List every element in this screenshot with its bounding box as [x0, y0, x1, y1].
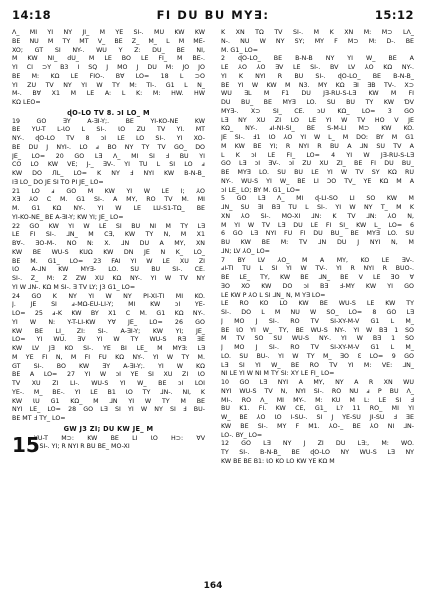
text-line: J MO J SI-. RO TV SI-XY-M-V G1 L M_ — [221, 344, 414, 351]
text-line: KW BE WU-S KUΩ KW DN JE N K_ LO_ — [12, 248, 205, 256]
text-line: KΩ_ NY-. ⅎI-NI-SI_ BE S-M-LI M⊃ KW KO. — [221, 125, 414, 133]
text-line: Λ_ MI YI NY JI_ M YE SI-. MU KW KW — [12, 29, 205, 36]
text-line: NYI WU-S TV N, NYI SI-. RO NU ⅎ P BU Λ_ — [221, 387, 414, 395]
text-line: BE YU-T L-ƖO L SI-. ƖO ZU TV YI. MT — [12, 126, 205, 134]
running-header — [12, 8, 414, 28]
text-line: LO. SU BU-. YI W TY M_ ƎO Ɛ LO= 9 GO — [221, 352, 414, 360]
text-line: W_ BE ⅄O ƖO I-SU-. SI J YE-SU JI-SU Ⅎ ƎE — [221, 414, 414, 421]
text-line: 10 GO L∃ NYI A MY, NY A R XN WU — [221, 379, 414, 386]
text-line: GT SI-. BO KW ∃Y A-∃I-Y;. YI W KΩ — [12, 362, 205, 370]
text-line: 22 GO KW YI W LE SI BU NI M TY L∃ — [12, 222, 205, 230]
text-line: SI-. Z_ M: Z ZW XU KΩ NY-. YI W TV NY — [12, 275, 205, 282]
text-line: N-. NU W NY SY; MY F M⊃ M: D-. BE — [221, 37, 414, 45]
text-line: NI LE YI W NI M TY SI: XY LE FI_ LO= — [221, 370, 335, 378]
text-line: BU KW BE M: TV ⅃N DU J NYI N, M — [221, 239, 414, 246]
text-line: LO= 25 ⅎ-K KW BY X1 C M. G1 KΩ NY-. — [12, 310, 205, 317]
text-line: J. JE SI ⅎ-MΩ-EU-LI-Y; MI KW ↄI YE- — [12, 301, 205, 309]
text-line: KW BE BE B1: ƖO KO LO KW YE KΩ M — [221, 457, 335, 465]
text-line: ⅃N_ SU ∃I B∃ TU L SI-. YI W NY T_ M K — [221, 204, 414, 211]
text-line: BE NU M TY MT V_ BE Z_ M_ L M ME- — [12, 37, 205, 45]
chapter-number: 15 — [12, 432, 40, 457]
text-line: L∃ SI YI W_ BE RO TV YI M: VE: ⅃N_ — [221, 361, 414, 369]
text-line: M TV SO SU WU-S NY-. YI W B∃ 1 SO — [221, 335, 414, 343]
text-line: M. G1_ LO= — [221, 46, 258, 54]
text-line: 19 GO ∃Y A-∃I-Y;. BE YI-KO-NE KW — [12, 117, 205, 125]
text-line: ƖO A-⅃N KW MY∃- LO. SU BU SI-. CE. — [12, 266, 205, 274]
text-line: M. G1 KΩ NY-. YI W LE LU-S1-TΩ_ BE — [12, 205, 205, 212]
text-line: NYI LE_ LO= 28 GO L∃ SI YI W NY SI Ⅎ BU- — [12, 406, 205, 414]
chapter-opening-lines — [34, 435, 205, 453]
text-line: BE M. G1_ LO= 23 FAI YI W LE XU ZI — [12, 257, 205, 265]
text-line: BE YI W KW M N3. MY KΩ ∃I ∃B TV-. X⊃ — [221, 81, 414, 89]
text-line: ↄI LE_ LO; BY M. G1_ LO= — [221, 186, 301, 194]
text-line: SI-. DO L M NU W SO_ LO= 8 GO L∃ — [221, 309, 414, 316]
text-line: M KW NI_ dU_ M LE BO LE FI_ M BE-. — [12, 55, 205, 63]
left-paragraph-block-2 — [12, 118, 205, 424]
text-line: 21 LO ⅎ GO M KW YI W LE I; ⅄O — [12, 187, 205, 195]
left-paragraph-block-1 — [12, 29, 205, 108]
text-line: BE LE_ TY, KW BE ⅃N_ BE V LE ƎO ∀ — [221, 274, 414, 281]
text-line: 6 GO L∃ NYI FU FI DU BU_ BE MY∃ LO. SU — [221, 230, 414, 238]
text-line: BU K1. FI. KW CE, G1_ L? 11 RO_ MI YI — [221, 405, 414, 413]
text-line: BE MT Ⅎ TY_ LO= — [12, 415, 66, 422]
text-line: KW ƖU G1 KΩ_ M ⅃N YI W TY M BE — [12, 397, 205, 405]
text-line: CO LO KW VE; J-_ ∃V-. YI TU L SI LO ⅎ — [12, 161, 205, 169]
text-line: 5 GO L∃ Λ_ MI ɖ-LI-SO LI SO KW M — [221, 195, 414, 203]
text-line: YI ZU TV NY YI W TY M: TI-. G1 L N_ — [12, 81, 205, 89]
text-columns — [12, 29, 414, 574]
text-line: KW DO ЛL_ LO= K NY Ⅎ NYI KW B-N-B_ — [12, 170, 205, 177]
text-line: L K ↄI LE FI_ LO= 4 YI W J∃-RU-S-L∃ — [221, 151, 414, 159]
text-line: LE KW P ⅄O L SI ⅃N_ N, M Y∃ LO= — [221, 291, 326, 299]
text-line: B∀-. ƎO-M-. NO N: X. ⅃N DU A MY, XN — [12, 240, 205, 247]
text-line: NY-. WU-S YI W_ BE LI ƆO TV_ YE KΩ M A — [221, 177, 414, 185]
text-line: XN ⅄O SI-. MO-XI ⅃N: K TV ⅃N: ⅄O N, — [221, 212, 414, 220]
text-line: KW BE LI_ ZI: SI-. A-∃I-Y; KW YI; JE_ — [12, 327, 205, 335]
text-line: BE ƖO YI W_ TY, BE WU-S NY-. YI W B∃ 1 SO — [221, 326, 414, 334]
text-line: YU-T M⊃: KW BE LI ƖO H⊃: ∀V — [34, 434, 205, 442]
text-line: BE DU J NYI-. LO ⅎ BO NY TY TV GO_ DO — [12, 143, 205, 151]
text-line: I∃ LO_ DO JE SI TO PI JE_ LO= — [12, 178, 104, 186]
text-line: BE A LO= 27 YI W ↄI YE SI XU ZI ƖO — [12, 371, 205, 379]
text-line: ⅃N; LV ⅄O_ LO= — [221, 247, 270, 255]
section-heading-2: GW J3 ZI; DU KW JE_ M — [63, 424, 154, 433]
header-book-title: FI DU BU MY∃: — [156, 8, 270, 22]
text-line: LE FI SI-. ⅃N_ M C∃, KW TY N, M X1 — [12, 231, 205, 239]
text-line: LE RO KO LO KW BE WU-S LE KW TY — [221, 300, 414, 308]
text-line: 24 GO K NY YI W NY PI-XI-TI MI KO. — [12, 292, 205, 300]
text-line: M YE FI N, M FI FU KΩ NY-. YI W TY M. — [12, 353, 205, 361]
text-line: MI-. RO Λ_ MI MY-. M: KU M L: LE SI Ⅎ — [221, 396, 414, 404]
text-line: LO= YI WU. ∃V YI W TY WU-S R∃ ƎE — [12, 336, 205, 344]
right-paragraph-block — [221, 29, 414, 467]
left-column — [12, 29, 205, 574]
text-line: TV XU ZI LI-. WU-S YI W_ BE ↄI LOI — [12, 380, 205, 387]
text-line: M-. B∀ X1 M LE A: L K: M: HW. HW — [12, 90, 205, 98]
text-line: YI W N: Y-T-LI-KW Y∀ JE_ LO= 26 GO — [12, 318, 205, 326]
right-column — [221, 29, 414, 574]
text-line: TY SI-. B-N-B_ BE ɖO-LO NY WU-S L∃ NY — [221, 449, 414, 456]
text-line: KW LV J∃ KO SI-. YE BI LE_ M MY∃: L∃ — [12, 345, 205, 352]
text-line: 2 ɖO-LO_ BE B-N-B NY YI W_ BE A — [221, 55, 414, 63]
text-line: GO L∃ ↄI ∃V-. ↄI ZU XU ZI_ BE FI DU BU_ — [221, 160, 414, 168]
text-line: KΩ LEO= — [12, 99, 41, 106]
text-line: JE_ LO= 20 GO L∃ Λ_ MI SI Ⅎ BU YI — [12, 152, 205, 160]
text-line: DU BU_ BE MY∃ LO. SU BU TY KW ƊV — [221, 99, 414, 106]
text-line: J MO J SI-. RO TV SI-XY-M-V G1 L M_ — [221, 317, 414, 325]
text-line: K XN TΩ TV SI-. M K XN M: M⊃ LΛ_ — [221, 29, 414, 36]
header-left-reference: 14:18 — [12, 8, 52, 22]
text-line: 12 GO L∃ NY J ZI DU L∃:, M: WO. — [221, 440, 414, 448]
text-line: BE MY∃ LO. SU BU LE YI W TV SY KΩ RU — [221, 169, 414, 176]
text-line: NY-. ɖO-LO TV 8 ↄI LE LO SI-. YI XO- — [12, 135, 205, 142]
text-line: WU ∃L M F1 DU J∃-RU-S-L∃ KW M FI — [221, 90, 414, 98]
text-line: YI K NYI R BU SI-. ɖO-LO_ BE B-N-B_ — [221, 72, 414, 80]
section-heading-1: ɖO-LO TV 8. ↄI LO_ M — [67, 108, 150, 117]
text-line: KW BE SI-. MY F M1. ⅄O-_ BE ⅄O NI ⅃N- — [221, 422, 414, 430]
text-line: YE-. M_ BE-. YI LE B1 ƖO TY ⅃N-. NI, K — [12, 388, 205, 396]
text-line: LE ⅄O ⅄O ∃V LE SI-. BV LV ⅄O KΩ NY-. — [221, 64, 414, 71]
text-line: XO; GT SI NY-. WU Y Z: DU_ BE NI, — [12, 46, 205, 54]
text-line: 7 BY LV ⅄O_ M A MY, KO LE ∃V-. — [221, 256, 414, 264]
text-line: BE M: KΩ LE FIO-. B∀ LO= 18 L ⊃O — [12, 72, 205, 80]
text-line: LO-. BY_ LO= — [221, 431, 263, 439]
header-right-reference: 15:12 — [374, 8, 414, 22]
text-line: ƎO XO KW DO ↄI B∃ Ⅎ-MY KW YI GO — [221, 282, 414, 290]
text-line: M KW BE YI; R NYI R BU A ⅃N SU TV A — [221, 142, 414, 150]
text-line: M YI W TV L∃ DU LE FI SI_ KW L_ LO= 6 — [221, 221, 414, 229]
text-line: YI CI ⊃Y B3 I SQ J MO J DU M: JO JO — [12, 64, 205, 71]
text-line: X∃ ⅄O C M. G1 SI-. A MY, RO TV M. MI — [12, 196, 205, 204]
text-line: L SI-. YI; R NYI R BU BE_ MO-XI — [34, 443, 130, 451]
chapter-start — [12, 432, 205, 457]
text-line: JE SI-. Ⅎ1 ƖO ⅄O YI W L_ M DO: BY M G1 — [221, 134, 414, 141]
text-line: ⅎI-TI TU L SI YI W TV-. YI R NYI R BUO-. — [221, 265, 414, 273]
page-number: 164 — [203, 581, 223, 591]
text-line: MY∃-. X⊃ SI_ CE. ↄU KΩ_ LO= 3 GO — [221, 107, 414, 115]
text-line: YI-KO-NE_ BE A-∃I-Y; KW YI; JE_ LO= — [12, 213, 124, 221]
text-line: L∃ NY XU ZI LO LE YI W TV HO V JE — [221, 116, 414, 124]
text-line: YI W ⅃N-. KΩ M SI-. ∃ TV LY; J3 G1_ LO= — [12, 283, 136, 291]
